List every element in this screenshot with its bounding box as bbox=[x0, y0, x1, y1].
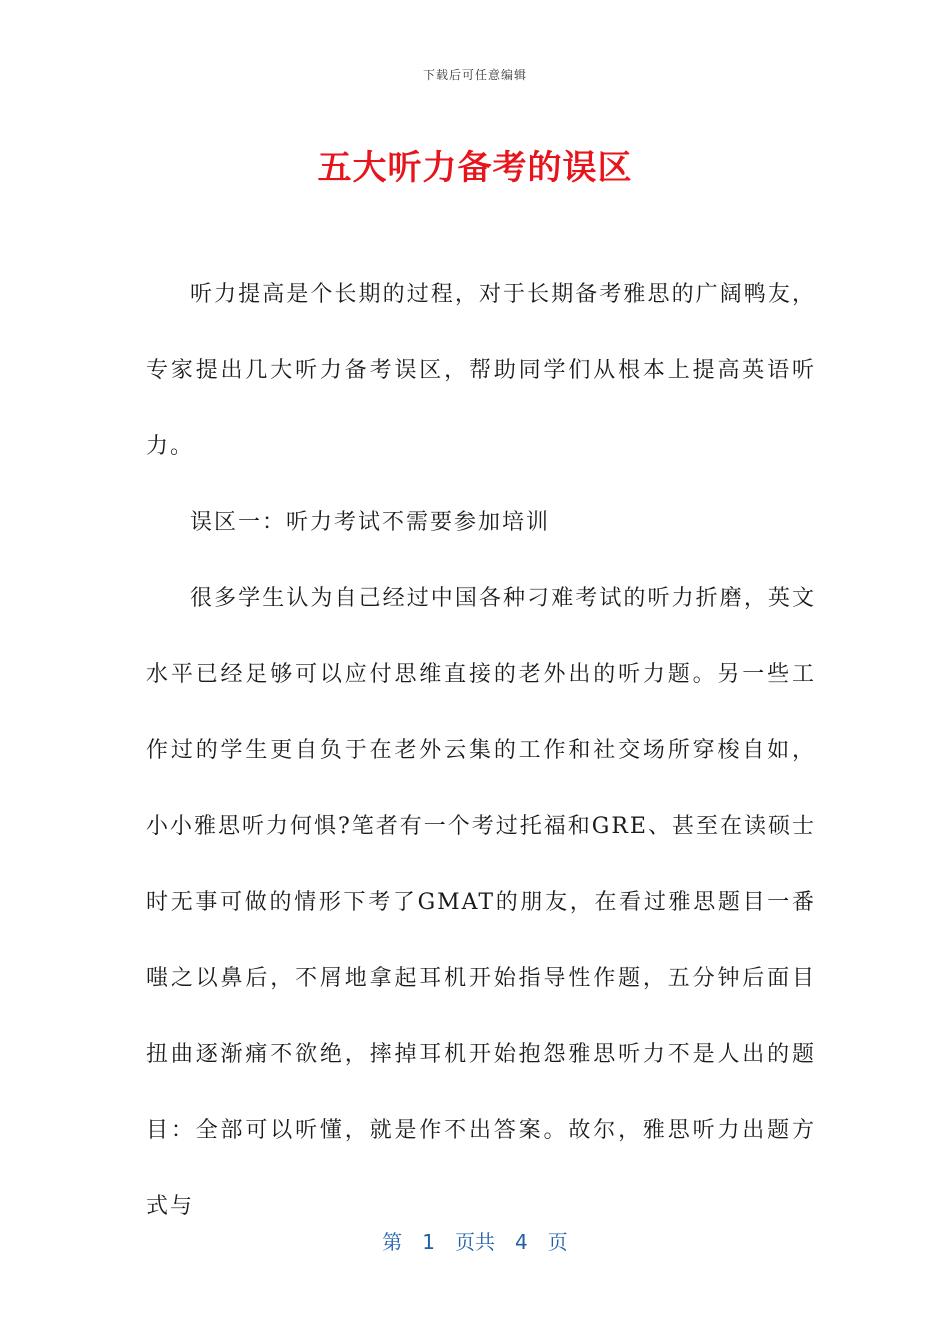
footer-total-pages: 4 bbox=[515, 1230, 528, 1254]
document-title: 五大听力备考的误区 bbox=[317, 148, 633, 188]
document-body bbox=[146, 257, 816, 1245]
paragraph-intro: 听力提高是个长期的过程，对于长期备考雅思的广阔鸭友，专家提出几大听力备考误区，帮助同学们从根本上提高英语听力。 bbox=[146, 282, 816, 459]
footer-label-of: 页共 bbox=[455, 1230, 495, 1254]
paragraph-misconception-1-body: 很多学生认为自己经过中国各种刁难考试的听力折磨，英文水平已经足够可以应付思维直接的老外出的听力题。另一些工作过的学生更自负于在老外云集的工作和社交场所穿梭自如，小小雅思听力何惧?笔者有一个考过托福和GRE、甚至在读硕士时无事可做的情形下考了GMAT的朋友，在看过雅思题目一番嗤之以鼻后，不屑地拿起耳机开始指导性作题，五分钟后面目扭曲逐渐痛不欲绝，摔掉耳机开始抱怨雅思听力不是人出的题目：全部可以听懂，就是作不出答案。故尔，雅思听力出题方式与 bbox=[146, 586, 816, 1219]
footer-label-end: 页 bbox=[547, 1230, 568, 1254]
footer-label-page: 第 bbox=[382, 1230, 403, 1254]
footer-current-page: 1 bbox=[422, 1230, 435, 1254]
page-footer bbox=[0, 1226, 950, 1255]
paragraph-heading-misconception-1: 误区一：听力考试不需要参加培训 bbox=[190, 510, 551, 535]
page-header-note: 下载后可任意编辑 bbox=[422, 68, 527, 82]
